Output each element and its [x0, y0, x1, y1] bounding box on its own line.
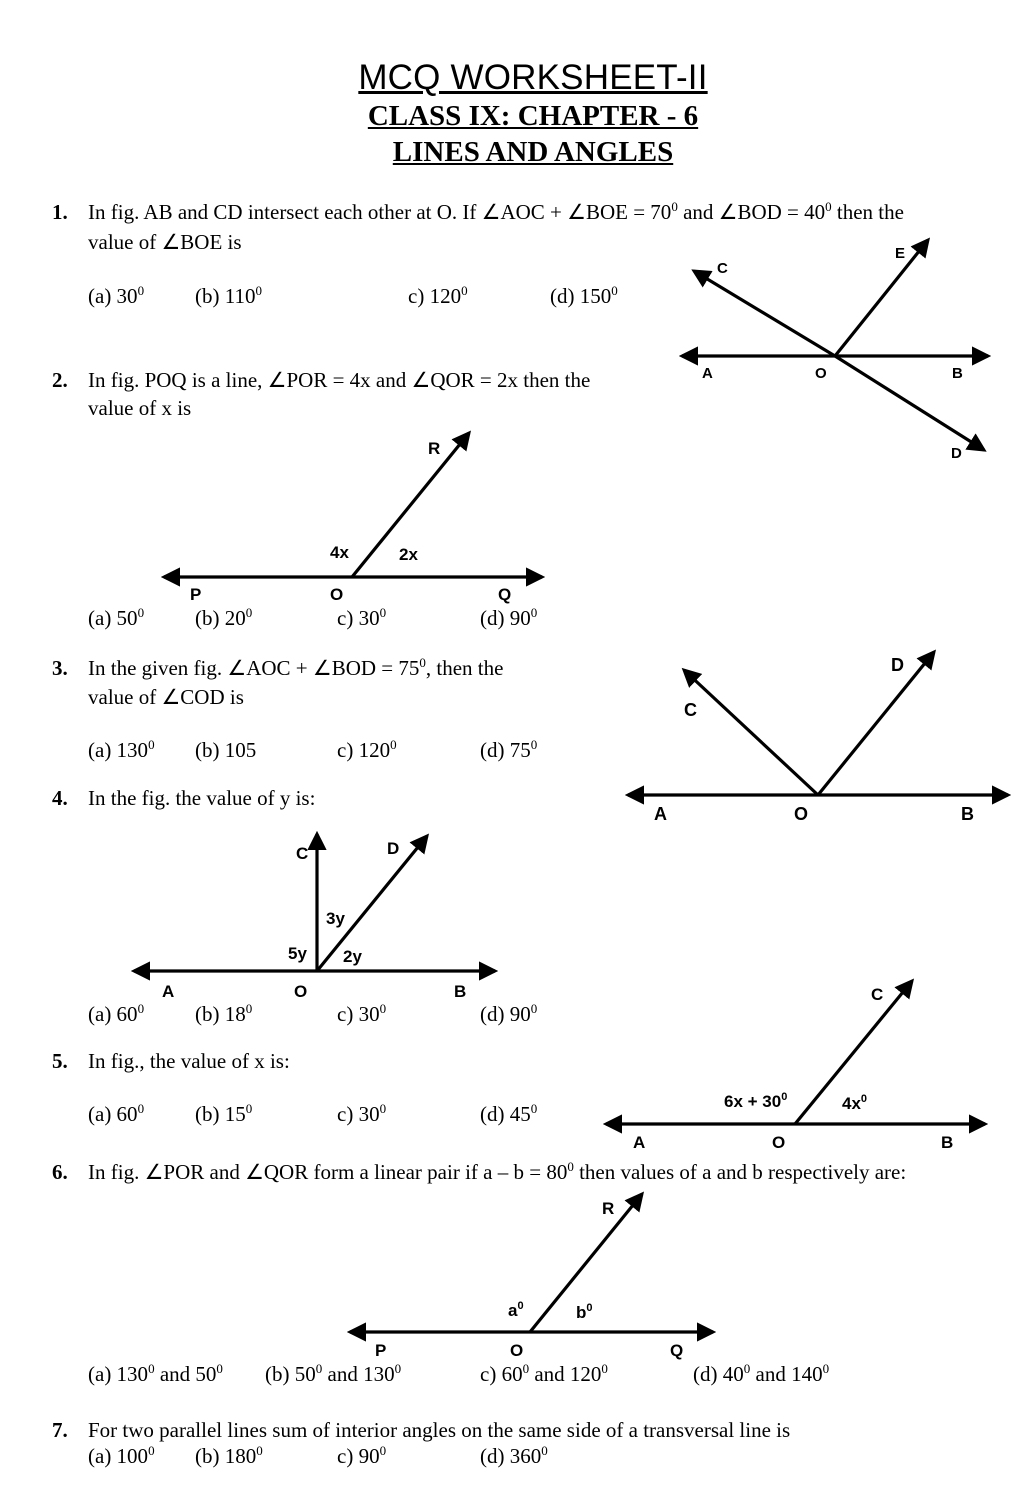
chapter-title: LINES AND ANGLES [392, 136, 674, 168]
label-b: B [952, 365, 963, 382]
label-b: B [941, 1133, 954, 1152]
question-number: 6. [52, 1160, 68, 1184]
option-b[interactable]: (b) $110^0$ [195, 283, 262, 308]
option-c[interactable]: c) $30^0$ [337, 1101, 387, 1126]
option-c[interactable]: c) $60^0$ and $120^0$ [480, 1361, 608, 1386]
question-text: For two parallel lines sum of interior angles on the same side of a transversal line is [88, 1418, 791, 1442]
option-b[interactable]: (b) $180^0$ [195, 1443, 263, 1468]
label-o: O [815, 365, 827, 382]
option-a[interactable]: (a) $100^0$ [88, 1443, 155, 1468]
option-c[interactable]: c) $120^0$ [337, 737, 397, 762]
label-b: B [961, 804, 974, 824]
option-c[interactable]: c) $30^0$ [337, 605, 387, 630]
label-p: P [375, 1341, 387, 1360]
question-number: 2. [52, 368, 68, 392]
figure-5-labels [633, 985, 953, 1152]
option-a[interactable]: (a) $60^0$ [88, 1101, 145, 1126]
option-d[interactable]: (d) $150^0$ [550, 283, 618, 308]
angle-label-4x: 4x [330, 543, 349, 562]
label-o: O [330, 585, 344, 604]
label-o: O [294, 982, 308, 1001]
worksheet-title: MCQ WORKSHEET-II [358, 58, 708, 97]
label-r: R [602, 1199, 615, 1218]
figure-3-lines [628, 652, 1008, 795]
figure-2-labels [190, 439, 511, 604]
option-d[interactable]: (d) $45^0$ [480, 1101, 538, 1126]
label-c: C [717, 260, 728, 277]
question-text-line2: value of ∠BOE is [88, 230, 242, 254]
label-c: C [684, 700, 697, 720]
option-c[interactable]: c) $120^0$ [408, 283, 468, 308]
label-p: P [190, 585, 202, 604]
option-a[interactable]: (a) $30^0$ [88, 283, 145, 308]
angle-label-4x: $4x^0$ [842, 1093, 868, 1113]
option-b[interactable]: (b) $18^0$ [195, 1001, 253, 1026]
question-number: 3. [52, 656, 68, 680]
figure-4-labels [162, 839, 466, 1001]
question-text: In fig. POQ is a line, ∠POR = 4x and ∠QOR = 2x then the [88, 368, 591, 392]
label-c: C [871, 985, 884, 1004]
figure-2-lines [164, 433, 542, 577]
option-d[interactable]: (d) $90^0$ [480, 1001, 538, 1026]
angle-label-2x: 2x [399, 545, 418, 564]
question-text-line2: value of ∠COD is [88, 685, 244, 709]
figure-1-lines [682, 240, 988, 450]
option-d[interactable]: (d) $360^0$ [480, 1443, 548, 1468]
angle-label-5y: 5y [288, 944, 307, 963]
class-chapter-heading: CLASS IX: CHAPTER - 6 [367, 100, 699, 132]
label-r: R [428, 439, 441, 458]
angle-label-a: $a^0$ [508, 1300, 524, 1320]
label-e: E [895, 245, 906, 262]
option-a[interactable]: (a) $50^0$ [88, 605, 145, 630]
label-o: O [794, 804, 809, 824]
figure-3-labels [654, 655, 974, 824]
label-a: A [702, 365, 713, 382]
question-number: 5. [52, 1049, 68, 1073]
option-a[interactable]: (a) $130^0$ [88, 737, 155, 762]
label-d: D [951, 445, 962, 462]
label-d: D [891, 655, 904, 675]
question-text-line2: value of x is [88, 396, 192, 420]
label-a: A [633, 1133, 646, 1152]
label-b: B [454, 982, 467, 1001]
label-o: O [510, 1341, 524, 1360]
option-d[interactable]: (d) $75^0$ [480, 737, 538, 762]
angle-label-b: $b^0$ [576, 1302, 593, 1322]
option-b[interactable]: (b) $15^0$ [195, 1101, 253, 1126]
angle-label-3y: 3y [326, 909, 345, 928]
angle-label-6x-plus-30: $6x + 30^0$ [724, 1091, 788, 1111]
label-q: Q [498, 585, 512, 604]
question-number: 4. [52, 786, 68, 810]
option-a[interactable]: (a) $130^0$ and $50^0$ [88, 1361, 223, 1386]
question-number: 7. [52, 1418, 68, 1442]
label-o: O [772, 1133, 786, 1152]
option-d[interactable]: (d) $90^0$ [480, 605, 538, 630]
figure-5-lines [606, 981, 985, 1124]
angle-label-2y: 2y [343, 947, 362, 966]
option-d[interactable]: (d) $40^0$ and $140^0$ [693, 1361, 830, 1386]
label-c: C [296, 844, 309, 863]
question-text: In fig. AB and CD intersect each other at O. If ∠AOC + ∠BOE = $70^0$ and ∠BOD = $40^0$ then the [88, 199, 904, 224]
question-number: 1. [52, 200, 68, 224]
question-text: In the given fig. ∠AOC + ∠BOD = $75^0$, then the [88, 655, 504, 680]
figure-6-labels [375, 1199, 683, 1360]
figure-4-lines [134, 834, 495, 971]
option-b[interactable]: (b) $50^0$ and $130^0$ [265, 1361, 402, 1386]
label-q: Q [670, 1341, 684, 1360]
label-d: D [387, 839, 400, 858]
label-a: A [162, 982, 175, 1001]
option-b[interactable]: (b) 105 [195, 738, 257, 762]
option-b[interactable]: (b) $20^0$ [195, 605, 253, 630]
option-c[interactable]: c) $30^0$ [337, 1001, 387, 1026]
question-text: In fig., the value of x is: [88, 1049, 290, 1073]
option-a[interactable]: (a) $60^0$ [88, 1001, 145, 1026]
question-text: In the fig. the value of y is: [88, 786, 316, 810]
option-c[interactable]: c) $90^0$ [337, 1443, 387, 1468]
question-text: In fig. ∠POR and ∠QOR form a linear pair if $a - b = 80^0$ then values of a and b respectively are: [88, 1159, 907, 1184]
label-a: A [654, 804, 667, 824]
figure-6-lines [350, 1194, 713, 1332]
